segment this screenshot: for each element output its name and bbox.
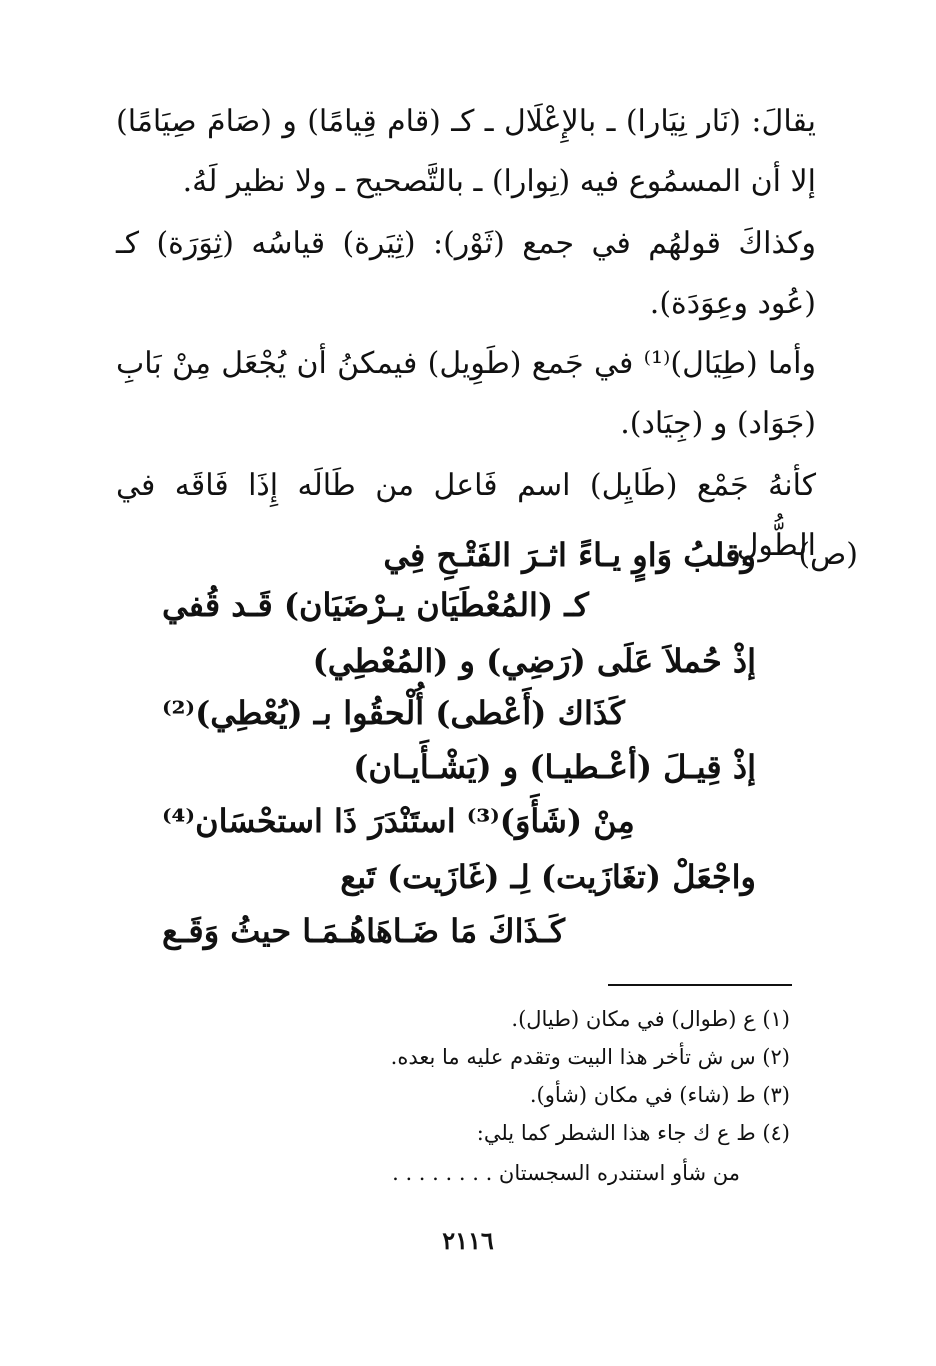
paragraph-3: وأما (طِيَال)⁽¹⁾ في جَمع (طَوِيل) فيمكنُ أن يُجْعَل مِنْ بَابِ (جَوَاد) و (جِيَاد). [116, 346, 817, 441]
footnote-1: (١) ع (طوال) في مكان (طيال). [511, 1007, 790, 1031]
verse-line-4: كَذَاك (أَعْطى) أُلْحقُوا بـ (يُعْطِي)⁽²⁾ [162, 694, 625, 732]
verse-line-1: وقلبُ وَاوٍ يـاءً اثـرَ الفَتْـحِ فِي [383, 536, 756, 574]
footnote-2: (٢) س ش تأخر هذا البيت وتقدم عليه ما بعده. [390, 1045, 790, 1069]
footnote-3: (٣) ط (شاء) في مكان (شأو). [529, 1083, 790, 1107]
paragraph-4: كأنهُ جَمْع (طَايِل) اسم فَاعل من طَالَه إِذَا فَاقَه في الطُّولِ. [116, 468, 816, 563]
verse-line-6: مِنْ (شَأَوَ)⁽³⁾ استَنْدَرَ ذَا استحْسَان⁽⁴⁾ [162, 802, 635, 840]
verse-label: (ص) [798, 537, 858, 572]
footnote-4-quote: من شأو استندره السجستان . . . . . . . . [392, 1161, 740, 1185]
verse-line-8: كَـذَاكَ مَا ضَـاهَاهُـمَـا حيثُ وَقَـع [162, 912, 565, 950]
verse-line-7: واجْعَلْ (تغَازَيت) لِـ (غَازَيت) تَبع [340, 858, 756, 896]
verse-line-5: إذْ قِيـلَ (أعْـطيـا) و (يَشْـأَيـان) [353, 748, 756, 786]
verse-line-3: إذْ حُملاَ عَلَى (رَضِي) و (المُعْطِي) [312, 642, 756, 680]
page-number: ٢١١٦ [442, 1226, 494, 1255]
paragraph-2: وكذاكَ قولهُم في جمع (ثَوْر): (ثِيَرة) قياسُه (ثِوَرَة) كـ (عُود وعِوَدَة). [116, 226, 816, 321]
paragraph-1: يقالَ: (نَار نِيَارا) ـ بالإِعْلَال ـ كـ (قام قِيامًا) و (صَامَ صِيَامًا) إلا أن المسمُوع فيه (نِوارا) ـ بالتَّصحيح ـ ولا نظير لَهُ. [116, 104, 816, 199]
verse-line-2: كـ (المُعْطَيَان يـرْضَيَان) قَـد قُفي [162, 586, 589, 624]
footnote-separator [608, 984, 792, 986]
footnote-4: (٤) ط ع ك جاء هذا الشطر كما يلي: [476, 1121, 790, 1145]
